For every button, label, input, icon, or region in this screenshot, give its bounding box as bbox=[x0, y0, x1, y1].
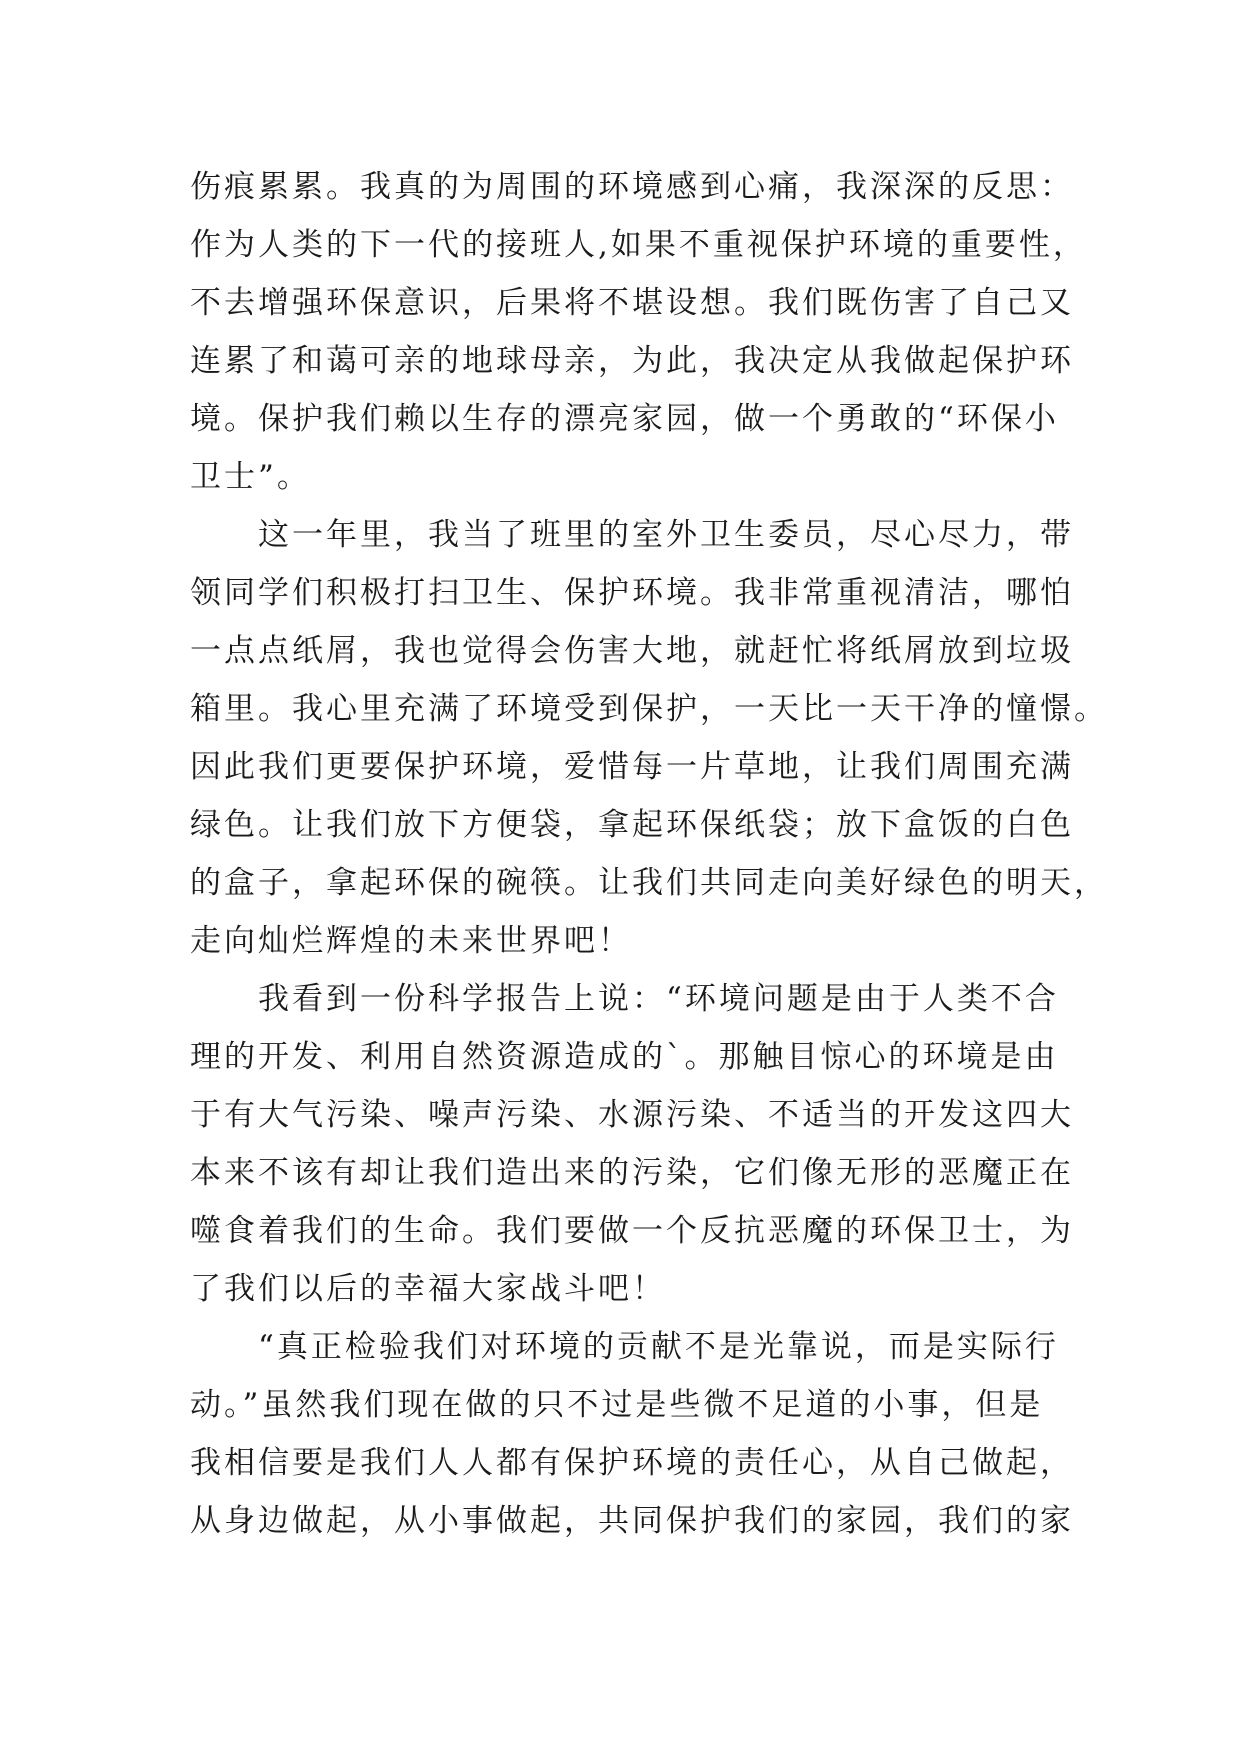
text-line: 从身边做起，从小事做起，共同保护我们的家园，我们的家 bbox=[190, 1503, 1074, 1539]
text-line: 卫士”。 bbox=[190, 459, 311, 495]
text-line: 作为人类的下一代的接班人,如果不重视保护环境的重要性， bbox=[190, 227, 1087, 263]
text-line: 的盒子，拿起环保的碗筷。让我们共同走向美好绿色的明天， bbox=[190, 865, 1108, 901]
text-line: 连累了和蔼可亲的地球母亲，为此，我决定从我做起保护环 bbox=[190, 343, 1074, 379]
text-line: 了我们以后的幸福大家战斗吧！ bbox=[190, 1271, 666, 1307]
text-line: 不去增强环保意识，后果将不堪设想。我们既伤害了自己又 bbox=[190, 285, 1074, 321]
text-line: 理的开发、利用自然资源造成的`。那触目惊心的环境是由 bbox=[190, 1039, 1059, 1075]
text-line: 于有大气污染、噪声污染、水源污染、不适当的开发这四大 bbox=[190, 1097, 1074, 1133]
text-line: 走向灿烂辉煌的未来世界吧！ bbox=[190, 923, 632, 959]
text-line: 一点点纸屑，我也觉得会伤害大地，就赶忙将纸屑放到垃圾 bbox=[190, 633, 1074, 669]
text-line: 因此我们更要保护环境，爱惜每一片草地，让我们周围充满 bbox=[190, 749, 1074, 785]
text-line: 箱里。我心里充满了环境受到保护，一天比一天干净的憧憬。 bbox=[190, 691, 1108, 727]
text-line: 境。保护我们赖以生存的漂亮家园，做一个勇敢的“环保小 bbox=[190, 401, 1059, 437]
text-line: 绿色。让我们放下方便袋，拿起环保纸袋；放下盒饭的白色 bbox=[190, 807, 1074, 843]
body-text bbox=[190, 158, 1108, 1550]
text-line: 领同学们积极打扫卫生、保护环境。我非常重视清洁，哪怕 bbox=[190, 575, 1074, 611]
text-line: 这一年里，我当了班里的室外卫生委员，尽心尽力，带 bbox=[190, 517, 1074, 553]
text-line: 噬食着我们的生命。我们要做一个反抗恶魔的环保卫士，为 bbox=[190, 1213, 1074, 1249]
text-line: 伤痕累累。我真的为周围的环境感到心痛，我深深的反思： bbox=[190, 169, 1074, 205]
text-line: “真正检验我们对环境的贡献不是光靠说，而是实际行 bbox=[190, 1329, 1059, 1365]
text-line: 我相信要是我们人人都有保护环境的责任心，从自己做起， bbox=[190, 1445, 1074, 1481]
text-line: 本来不该有却让我们造出来的污染，它们像无形的恶魔正在 bbox=[190, 1155, 1074, 1191]
text-line: 我看到一份科学报告上说：“环境问题是由于人类不合 bbox=[190, 981, 1059, 1017]
text-line: 动。”虽然我们现在做的只不过是些微不足道的小事，但是 bbox=[190, 1387, 1044, 1423]
